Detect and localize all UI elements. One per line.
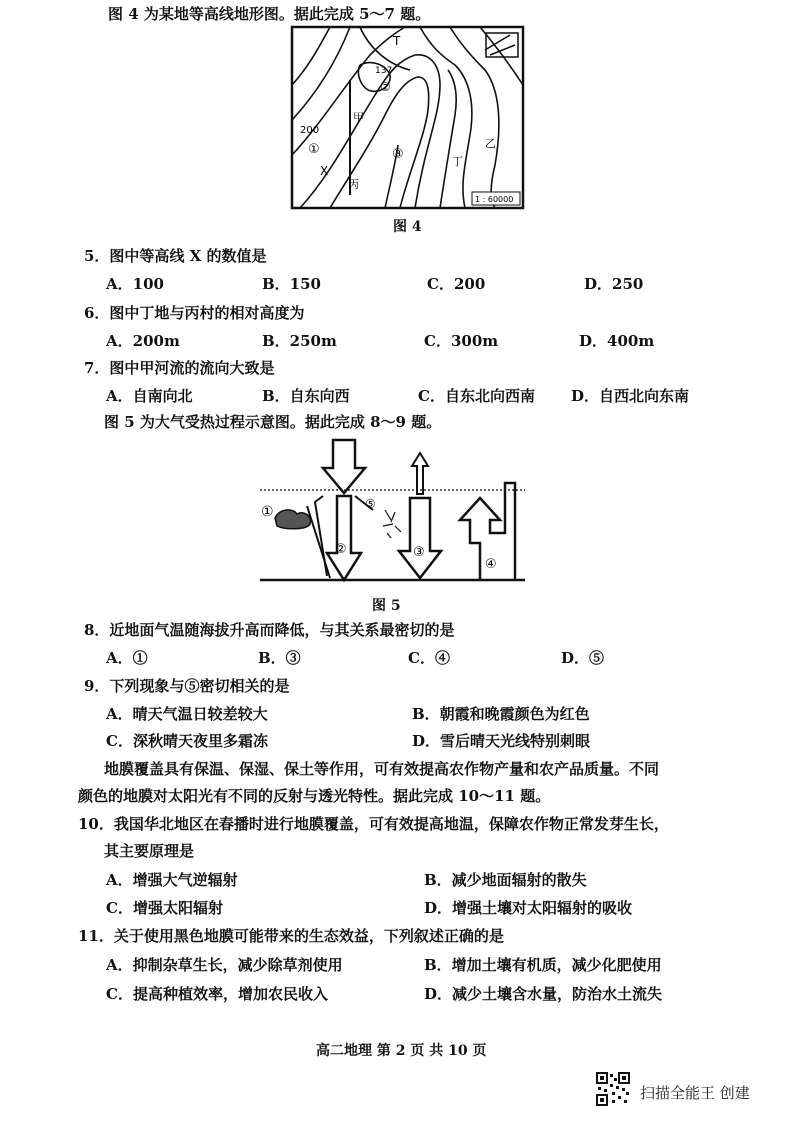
label-T: T <box>393 34 401 48</box>
q9-option-c[interactable]: C．深秋晴天夜里多霜冻 <box>106 732 268 750</box>
q10-option-d[interactable]: D．增强土壤对太阳辐射的吸收 <box>424 899 633 917</box>
contour-map <box>290 25 525 210</box>
label-ding: 丁 <box>452 155 463 168</box>
q8-option-b[interactable]: B．③ <box>258 649 301 667</box>
fig5-label-5: ⑤ <box>365 497 376 511</box>
q7-stem: 7．图中甲河流的流向大致是 <box>84 359 275 377</box>
label-jia: 甲 <box>353 111 364 124</box>
label-2: ② <box>380 80 391 94</box>
q8-option-a[interactable]: A．① <box>106 649 148 667</box>
q5-option-a[interactable]: A．100 <box>106 275 164 293</box>
q5-stem: 5．图中等高线 X 的数值是 <box>84 247 267 265</box>
label-yi: 乙 <box>485 137 496 150</box>
q11-option-c[interactable]: C．提高种植效率，增加农民收入 <box>106 985 328 1003</box>
q9-option-a[interactable]: A．晴天气温日较差较大 <box>106 705 268 723</box>
label-200: 200 <box>300 125 320 136</box>
intro-fig4: 图 4 为某地等高线地形图。据此完成 5～7 题。 <box>108 5 431 23</box>
q6-option-b[interactable]: B．250m <box>262 332 337 350</box>
label-bing: 丙 <box>348 178 359 191</box>
q7-option-d[interactable]: D．自西北向东南 <box>571 387 690 405</box>
fig5-caption: 图 5 <box>372 598 401 614</box>
qr-code-icon <box>596 1072 630 1106</box>
q6-option-d[interactable]: D．400m <box>579 332 655 350</box>
label-X: X <box>320 164 329 178</box>
scanner-watermark: 扫描全能王 创建 <box>640 1084 750 1102</box>
label-height: 137 <box>375 66 393 76</box>
q9-option-b[interactable]: B．朝霞和晚霞颜色为红色 <box>412 705 590 723</box>
label-1: ① <box>308 142 320 157</box>
q8-stem: 8．近地面气温随海拔升高而降低，与其关系最密切的是 <box>84 621 455 639</box>
q11-option-a[interactable]: A．抑制杂草生长，减少除草剂使用 <box>106 956 343 974</box>
q7-option-a[interactable]: A．自南向北 <box>106 387 193 405</box>
q6-stem: 6．图中丁地与丙村的相对高度为 <box>84 304 305 322</box>
q10-stem-2: 其主要原理是 <box>104 842 195 860</box>
q6-option-c[interactable]: C．300m <box>424 332 499 350</box>
q7-option-b[interactable]: B．自东向西 <box>262 387 350 405</box>
q8-option-d[interactable]: D．⑤ <box>561 649 605 667</box>
intro-film-2: 颜色的地膜对太阳光有不同的反射与透光特性。据此完成 10～11 题。 <box>78 787 551 805</box>
q7-option-c[interactable]: C．自东北向西南 <box>418 387 535 405</box>
q11-stem: 11．关于使用黑色地膜可能带来的生态效益，下列叙述正确的是 <box>78 927 504 945</box>
intro-film-1: 地膜覆盖具有保温、保湿、保土等作用，可有效提高农作物产量和农产品质量。不同 <box>104 760 660 778</box>
intro-fig5: 图 5 为大气受热过程示意图。据此完成 8～9 题。 <box>104 413 442 431</box>
q11-option-d[interactable]: D．减少土壤含水量，防治水土流失 <box>424 985 663 1003</box>
q9-stem: 9．下列现象与⑤密切相关的是 <box>84 677 290 695</box>
q11-option-b[interactable]: B．增加土壤有机质，减少化肥使用 <box>424 956 662 974</box>
fig5-label-3: ③ <box>413 545 425 560</box>
q5-option-c[interactable]: C．200 <box>427 275 486 293</box>
label-3: ③ <box>392 147 404 162</box>
page-footer: 高二地理 第 2 页 共 10 页 <box>316 1043 487 1059</box>
fig5-label-2: ② <box>335 542 347 557</box>
q6-option-a[interactable]: A．200m <box>106 332 180 350</box>
q8-option-c[interactable]: C．④ <box>408 649 450 667</box>
fig5-label-4: ④ <box>485 557 497 572</box>
fig5-label-1: ① <box>261 504 274 520</box>
fig4-caption: 图 4 <box>393 219 422 235</box>
scale-label: 1 : 60000 <box>475 195 514 204</box>
q10-option-b[interactable]: B．减少地面辐射的散失 <box>424 871 587 889</box>
q10-option-a[interactable]: A．增强大气逆辐射 <box>106 871 238 889</box>
atmosphere-heating-diagram <box>255 438 535 588</box>
q5-option-b[interactable]: B．150 <box>262 275 321 293</box>
q5-option-d[interactable]: D．250 <box>584 275 644 293</box>
q10-option-c[interactable]: C．增强太阳辐射 <box>106 899 223 917</box>
q10-stem-1: 10．我国华北地区在春播时进行地膜覆盖，可有效提高地温，保障农作物正常发芽生长， <box>78 815 669 833</box>
q9-option-d[interactable]: D．雪后晴天光线特别刺眼 <box>412 732 591 750</box>
